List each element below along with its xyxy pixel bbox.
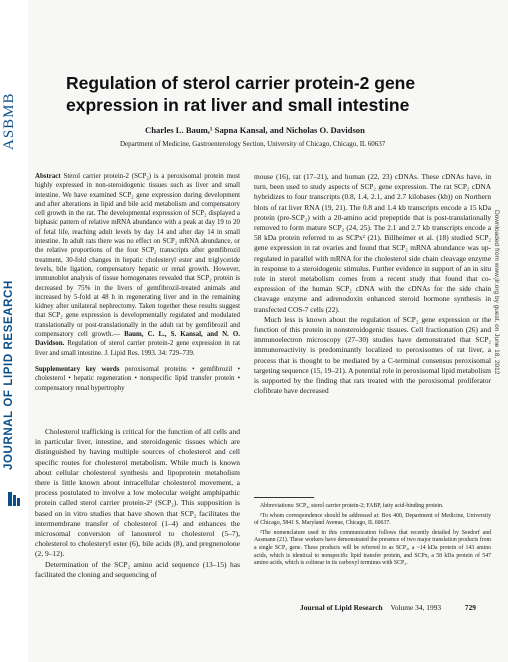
- keywords-text: peroxisomal proteins • gemfibrozil • cholesterol • hepatic regeneration • nonspecific lipid transfer protein • compensatory renal hypertrophy: [35, 365, 240, 392]
- download-note: Downloaded from www.jlr.org by guest, on June 18, 2012: [493, 210, 500, 375]
- abstract-column: [35, 172, 240, 393]
- body-text-left: [35, 427, 240, 580]
- abstract: [35, 172, 240, 358]
- abstract-heading: Abstract: [35, 173, 61, 180]
- citation-authors: Baum, C. L., S. Kansal, and N. O. Davidson.: [35, 331, 240, 348]
- paragraph: Determination of the SCP₂ amino acid sequence (13–15) has facilitated the cloning and sequencing of: [35, 559, 240, 579]
- keywords: [35, 365, 240, 393]
- footnote: ²The nomenclature used in this communication follows that recently detailed by Seedorf and Assmann (21). These workers have demonstrated the presence of two major translation products from a single SCP₂ gene. These products will be referred to as SCP₂, a ~14 kDa protein of 143 amino acids, which is identical to nonspecific lipid transfer protein, and SCPx, a 58 kDa protein of 547 amino acids, which is colinear in its carboxyl terminus with SCP₂.: [254, 529, 491, 567]
- paragraph: mouse (16), rat (17–21), and human (22, 23) cDNAs. These cDNAs have, in turn, been used to study aspects of SCP₂ gene expression. The rat SCP₂ cDNA hybridizes to four transcripts (0.8, 1.4, 2.1, and 2.7 kilobases (kb)) on Northern blots of rat liver RNA (19, 21). The 0.8 and 1.4 kb transcripts encode a 15 kDa protein (pre-SCP₂) with a 20-amino acid prepeptide that is post-translationally removed to form mature SCP₂ (24, 25). The 2.1 and 2.7 kb transcripts encode a 58 kDa protein referred to as SCPx² (21). Billheimer et al. (18) studied SCP₂ gene expression in rat ovaries and found that SCP₂ mRNA abundance was up-regulated in parallel with mRNA for the cholesterol side chain cleavage enzyme in response to a steroidogenic stimulus. Further evidence in support of an in situ role in sterol metabolism comes from a recent study that found that co-expression of the human SCP₂ cDNA with the cDNAs for the side chain cleavage enzyme and adrenodoxin enhanced steroid hormone synthesis in transfected COS-7 cells (22).: [254, 172, 491, 314]
- paragraph: Much less is known about the regulation of SCP₂ gene expression or the function of this protein in nonsteroidogenic tissues. Cell fractionation (26) and immunoelectron microscopy (27–30) studies have demonstrated that SCP₂ immunoreactivity is predominantly localized to peroxisomes of rat liver, a process that is thought to be mediated by a C-terminal consensus peroxisomal targeting sequence (15, 19–21). A potential role in peroxisomal lipid metabolism is supported by the finding that rats treated with the peroxisomal proliferator clofibrate have decreased: [254, 314, 491, 396]
- abstract-conclusion: Taken together these results suggest that SCP₂ gene expression is developmentally regulated and modulated translationally or post-translationally in the adult rat by gemfibrozil and compensatory cell growth.—: [35, 303, 240, 339]
- author-list: Charles L. Baum,¹ Sapna Kansal, and Nicholas O. Davidson: [145, 125, 365, 135]
- keywords-heading: Supplementary key words: [35, 365, 120, 373]
- footnote-divider: [254, 497, 314, 498]
- footnote: Abbreviations: SCP₂, sterol carrier protein-2; FABP, fatty acid-binding protein.: [260, 503, 444, 509]
- footnote: ¹To whom correspondence should be addressed at: Box 400, Department of Medicine, University of Chicago, 5841 S. Maryland Avenue, Chicago, IL 60637.: [254, 512, 491, 527]
- journal-icon: [6, 490, 22, 508]
- article-title: Regulation of sterol carrier protein-2 gene expression in rat liver and small intestine: [66, 73, 416, 115]
- footer-volume: Volume 34, 1993: [390, 603, 442, 612]
- page-number: 729: [464, 603, 476, 612]
- page-footer: [300, 603, 476, 612]
- journal-sidebar: [0, 0, 28, 662]
- publisher-logo: ASBMB: [1, 92, 17, 150]
- body-text-right: [254, 172, 491, 396]
- paragraph: Cholesterol trafficking is critical for the function of all cells and in particular liver, intestine, and steroidogenic tissues which are distinguished by having multiple sources of cholesterol and cell specific routes for cholesterol metabolism. While much is known about cellular cholesterol synthesis and lipoprotein metabolism there is little known about intracellular cholesterol movement, a process postulated to involve a low molecular weight amphipathic protein called sterol carrier protein-2² (SCP₂). This supposition is based on in vitro studies that have shown that SCP₂ facilitates the intermembrane transfer of cholesterol (1–4) and enhances the microsomal conversion of lanosterol to cholesterol (5–7), cholesterol to cholesteryl ester (6), bile acids (8), and pregnenolone (2, 9–12).: [35, 427, 240, 559]
- footnotes: [254, 503, 491, 570]
- footer-journal: Journal of Lipid Research: [300, 603, 383, 612]
- citation-details: Regulation of sterol carrier protein-2 gene expression in rat liver and small intestine. J. Lipid Res. 1993. 34: 729–739.: [35, 340, 240, 357]
- abstract-text: Sterol carrier protein-2 (SCP₂) is a peroxisomal protein most highly expressed in non-steroidogenic tissues such as liver and small intestine. We have examined SCP₂ gene expression during development and after alterations in lipid and bile acid metabolism and compensatory cell growth in the rat. The developmental expression of SCP₂ displayed a biphasic pattern of relative mRNA abundance with a peak at day 19 to 20 of fetal life, reaching adult levels by day 14 and after day 14 in small intestine. In adult rats there was no effect on SCP₂ mRNA abundance, or the relative proportions of the four SCP₂ transcripts after gemfibrozil treatment, 30-fold changes in hepatic cholesteryl ester and triglyceride levels, bile ligation, compensatory hepatic or renal growth. However, immunoblot analysis of tissue homogenates revealed that SCP₂ protein is decreased by 75% in the livers of gemfibrozil-treated animals and increased by 5-fold at 48 h in regenerating liver and in the remaining kidney after unilateral nephrectomy.: [35, 173, 240, 311]
- journal-name-vertical: JOURNAL OF LIPID RESEARCH: [3, 280, 15, 470]
- affiliation: Department of Medicine, Gastroenterology Section, University of Chicago, Chicago, IL 60637: [120, 140, 386, 148]
